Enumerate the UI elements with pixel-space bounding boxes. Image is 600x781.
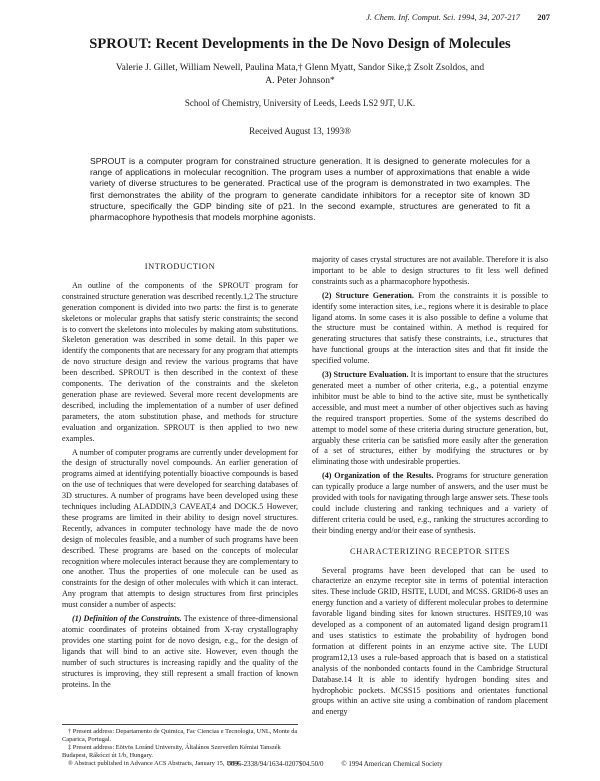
copyright: © 1994 American Chemical Society: [341, 760, 443, 768]
footnote: ® Abstract published in Advance ACS Abstracts, January 15, 1994.: [68, 760, 241, 767]
author-line-2: A. Peter Johnson*: [265, 76, 335, 86]
paragraph-label: (1) Definition of the Constraints.: [72, 614, 182, 624]
affiliation: School of Chemistry, University of Leeds, Leeds LS2 9JT, U.K.: [184, 98, 416, 108]
section-heading-introduction: INTRODUCTION: [144, 262, 216, 271]
paragraph-label: (2) Structure Generation.: [322, 290, 414, 300]
footnote: ‡ Present address: Eötvös Loránd University, Általános Szervetlen Kémiai Tanszék Budapest, Rákóczi út 1/b, Hungary.: [62, 744, 281, 759]
journal-citation: J. Chem. Inf. Comput. Sci. 1994, 34, 207-217: [366, 12, 520, 22]
paragraph: [312, 291, 548, 367]
paragraph: [312, 471, 548, 536]
running-head: [0, 12, 600, 26]
paragraph: [62, 614, 298, 690]
paragraph-text: From the constraints it is possible to identify some interaction sites, i.e., regions where it is desirable to place ligand atoms. In some cases it is also possible to define a volume that the structure must be contained within. A method is required for generating structures that satisfy these constraints, i.e., structures that have functional groups at the interaction sites and that fit inside the specified volume.: [312, 290, 548, 366]
paragraph-label: (4) Organization of the Results.: [322, 471, 434, 481]
bottom-line: [150, 760, 520, 768]
paragraph: An outline of the components of the SPROUT program for constrained structure generation was described recently.1,2 The structure generation component is divided into two parts: the first is to generate skeletons or molecular graphs that satisfy steric constraints; the second is to convert the skeletons into molecules by making atom substitutions. Skeleton generation was described in some detail. In this paper we identify the components that are necessary for any program that attempts de novo structure design and review the various programs that have been described. SPROUT is then described in the context of these components. The derivation of the constraints and the skeleton generation phase are reviewed. Several more recent developments are described, including the implementation of a number of user defined parameters, the atom substitution phase, and methods for structure evaluation and organization. SPROUT is then applied to two new examples.: [62, 280, 298, 443]
paragraph-text: The existence of three-dimensional atomic coordinates of proteins obtained from X-ray crystallography provides one starting point for de novo design, e.g., for the design of ligands that will bind to an active site. However, even though the number of such structures is increasing rapidly and the quality of the structures is improving, they still represent a small fraction of known proteins. In the: [62, 614, 298, 689]
paragraph-text: Programs for structure generation can typically produce a large number of answers, and the user must be provided with tools for navigating through large answer sets. These tools could include clustering and ranking techniques and a variety of different criteria could be used, e.g., ranking the structures according to their binding energy and/or their ease of synthesis.: [312, 471, 548, 535]
left-column: [62, 262, 298, 690]
abstract: SPROUT is a computer program for constrained structure generation. It is designed to generate molecules for a range of applications in molecular recognition. The program uses a number of approximations that enable a wide variety of diverse structures to be generated. Practical use of the program is demonstrated in two examples. The first demonstrates the ability of the program to generate candidate inhibitors for a receptor site of known 3D structure, specifically the GDP binding site of p21. In the second example, structures are generated to fit a pharmacophore hypothesis that models morphine agonists.: [90, 156, 530, 223]
paragraph: [312, 370, 548, 468]
paragraph-text: It is important to ensure that the structures generated meet a number of other criteria, e.g., a potential enzyme inhibitor must be able to bind to the active site, must be synthetically accessible, and must meet a number of other objectives such as having the required transport properties. Some of the systems described do attempt to model some of these criteria during structure generation, but, arguably these criteria can be satisfied more easily after the generation of a set of structures, either by modifying the structures or by eliminating those with undesirable properties.: [312, 370, 548, 467]
paragraph-label: (3) Structure Evaluation.: [322, 370, 409, 380]
paragraph: Several programs have been developed that can be used to characterize an enzyme receptor site in terms of potential interaction sites. These include GRID, HSITE, LUDI, and MCSS. GRID6-8 uses an energy function and a variety of different molecular probes to determine favorable ligand binding sites for known structures. HSITE9,10 was developed as a component of an automated ligand design program11 and uses statistics to estimate the probability of hydrogen bond formation at different points in an enzyme active site. The LUDI program12,13 uses a rule-based approach that is based on a statistical analysis of the nonbonded contacts found in the Cambridge Structural Database.14 It is able to identify hydrogen bonding sites and hydrophobic pockets. MCSS15 positions and orientates functional groups within an active site using a combination of random placement and energy: [312, 565, 548, 717]
paragraph: majority of cases crystal structures are not available. Therefore it is also important to be able to design structures to fit less well defined constraints such as a pharmacophore hypothesis.: [312, 255, 548, 286]
footnote: † Present address: Departamento de Quimica, Fac Ciencias e Tecnologia, UNL, Monte da Caparica, Portugal.: [62, 728, 298, 743]
article-title: SPROUT: Recent Developments in the De Novo Design of Molecules: [89, 36, 511, 52]
page-number: 207: [537, 12, 550, 22]
right-column: [312, 255, 548, 718]
section-heading-receptor-sites: CHARACTERIZING RECEPTOR SITES: [349, 546, 511, 556]
author-line-1: Valerie J. Gillet, William Newell, Paulina Mata,† Glenn Myatt, Sandor Sike,‡ Zsolt Zsoldos, and: [115, 63, 485, 73]
issn-code: 0095-2338/94/1634-0207$04.50/0: [227, 760, 324, 768]
received-date: Received August 13, 1993®: [249, 126, 351, 136]
author-list: [60, 62, 540, 88]
paragraph: A number of computer programs are currently under development for the design of structurally novel compounds. An earlier generation of programs aimed at identifying potentially bioactive compounds is based on the use of techniques that were developed for searching databases of 3D structures. A number of programs have been developed using these techniques including ALADDIN,3 CAVEAT,4 and DOCK.5 However, these programs are limited in their ability to design novel structures. Recently, advances in computer technology have made the de novo design of molecules feasible, and a number of such programs have been described. These programs are based on the concepts of molecular recognition where molecules interact because they are complementary to one another. Thus the properties of one molecule can be used as constraints for the design of other molecules with which it can interact. Any program that attempts to design structures from first principles must consider a number of aspects:: [62, 447, 298, 610]
